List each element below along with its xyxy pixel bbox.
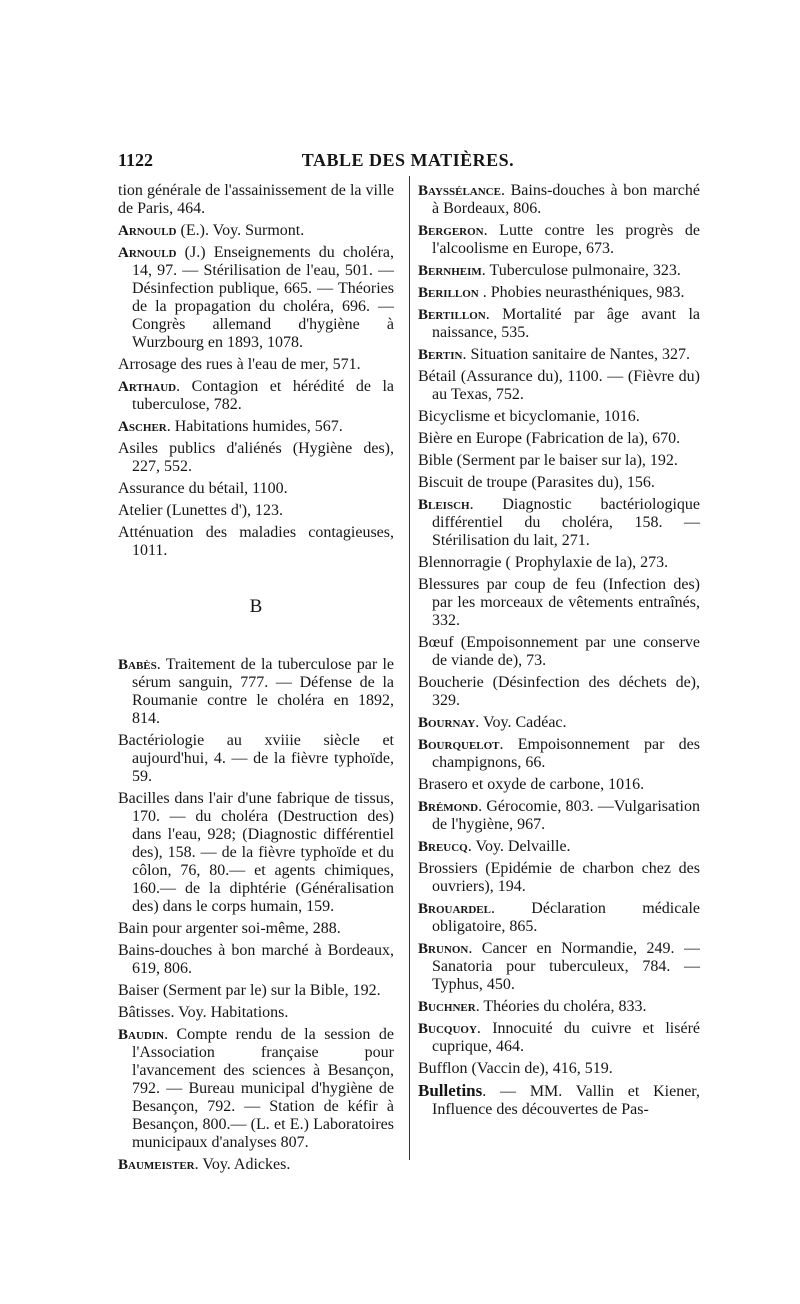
index-entry [118, 732, 394, 786]
entry-author: Arnould [118, 223, 177, 239]
entry-author: Brunon [418, 941, 469, 957]
entry-text: Baiser (Serment par le) sur la Bible, 192. [118, 982, 381, 999]
index-entry [118, 1004, 394, 1022]
index-entry [418, 182, 700, 218]
entry-heading: Bulletins [418, 1081, 483, 1100]
index-entry [118, 1026, 394, 1152]
index-entry [418, 736, 700, 772]
page-number: 1122 [118, 150, 154, 170]
entry-text: Assurance du bétail, 1100. [118, 480, 288, 497]
entry-text: . Mortalité par âge avant la naissance, 535. [432, 306, 700, 341]
entry-text: . Diagnostic bactériologique différentiel du choléra, 158. — Stérilisation du lait, 271. [432, 496, 700, 549]
entry-text: . Compte rendu de la session de l'Association française pour l'avancement des sciences à Besançon, 792. — Bureau municipal d'hygiène de Besançon, 792. — Station de kéfir à Besançon, 800.— (L. et E.) Laboratoires municipaux d'analyses 807. [132, 1026, 394, 1151]
index-entry [418, 838, 700, 856]
entry-author: Bayssélance [418, 183, 501, 199]
index-entry [418, 284, 700, 302]
index-entry [118, 222, 394, 240]
entry-text: Bière en Europe (Fabrication de la), 670. [418, 430, 681, 447]
entry-author: Arthaud [118, 379, 177, 395]
index-entry [418, 368, 700, 404]
index-entry [118, 480, 394, 498]
entry-text: Brossiers (Epidémie de charbon chez des ouvriers), 194. [418, 860, 700, 895]
entry-text: Bétail (Assurance du), 1100. — (Fièvre du) au Texas, 752. [418, 368, 700, 403]
entry-text: (J.) Enseignements du choléra, 14, 97. — Stérilisation de l'eau, 501. — Désinfection publique, 665. — Théories de la propagation du choléra, 696. — Congrès allemand d'hygiène à Wurzbourg en 1893, 1078. [132, 244, 394, 351]
entry-text: . Bains-douches à bon marché à Bordeaux, 806. [432, 182, 700, 217]
entry-author: Breucq [418, 839, 468, 855]
entry-text: . Cancer en Normandie, 249. — Sanatoria pour tuberculeux, 784. — Typhus, 450. [432, 940, 700, 993]
entry-author: Baudin [118, 1027, 165, 1043]
entry-text: tion générale de l'assainissement de la ville de Paris, 464. [118, 182, 394, 217]
index-entry [418, 1020, 700, 1056]
index-entry [118, 182, 394, 218]
left-entries-list [118, 182, 394, 560]
entry-text: Bains-douches à bon marché à Bordeaux, 619, 806. [118, 942, 394, 977]
index-entry [118, 356, 394, 374]
entry-text: Blennorragie ( Prophylaxie de la), 273. [418, 554, 669, 571]
entry-text: Bible (Serment par le baiser sur la), 192. [418, 452, 678, 469]
left-entries-b-list [118, 656, 394, 1174]
index-entry [118, 982, 394, 1000]
entry-text: . Innocuité du cuivre et liséré cuprique, 464. [432, 1020, 700, 1055]
entry-author: Ascher [118, 419, 167, 435]
index-entry [418, 634, 700, 670]
entry-author: Bleisch [418, 497, 470, 513]
entry-text: . Habitations humides, 567. [166, 418, 343, 435]
index-entry [418, 496, 700, 550]
index-entry [418, 674, 700, 710]
entry-text: . Voy. Adickes. [194, 1156, 291, 1173]
index-entry [418, 222, 700, 258]
entry-text: . Déclaration médicale obligatoire, 865. [432, 900, 700, 935]
entry-text: Boucherie (Désinfection des déchets de), 329. [418, 674, 700, 709]
entry-author: Bernheim [418, 263, 482, 279]
index-entry [118, 378, 394, 414]
entry-text: . Phobies neurasthéniques, 983. [478, 284, 685, 301]
index-entry [418, 940, 700, 994]
index-entry [118, 524, 394, 560]
page-header [118, 150, 698, 174]
index-entry [418, 554, 700, 572]
entry-text: . Traitement de la tuberculose par le sérum sanguin, 777. — Défense de la Roumanie contre le choléra en 1892, 814. [132, 656, 394, 727]
entry-author: Bourquelot [418, 737, 500, 753]
index-entry [118, 418, 394, 436]
left-column [118, 182, 394, 1178]
index-entry [418, 430, 700, 448]
index-entry [118, 440, 394, 476]
entry-author: Bertin [418, 347, 463, 363]
index-entry [418, 860, 700, 896]
entry-author: Baumeister [118, 1157, 195, 1173]
index-entry [418, 998, 700, 1016]
entry-text: Arrosage des rues à l'eau de mer, 571. [118, 356, 361, 373]
index-entry [118, 1156, 394, 1174]
entry-text: Blessures par coup de feu (Infection des) par les morceaux de vêtements entraînés, 332. [418, 576, 700, 629]
index-entry [418, 346, 700, 364]
entry-text: Bicyclisme et bicyclomanie, 1016. [418, 408, 640, 425]
entry-author: Brémond [418, 799, 479, 815]
index-entry [418, 1082, 700, 1119]
running-title: TABLE DES MATIÈRES. [301, 150, 515, 170]
index-entry [118, 244, 394, 352]
index-entry [418, 1060, 700, 1078]
entry-text: . Théories du choléra, 833. [475, 998, 647, 1015]
index-entry [418, 576, 700, 630]
entry-text: Bâtisses. Voy. Habitations. [118, 1004, 289, 1021]
right-entries-list [418, 182, 700, 1119]
entry-author: Bournay [418, 715, 476, 731]
entry-text: Bufflon (Vaccin de), 416, 519. [418, 1060, 613, 1077]
entry-author: Buchner [418, 999, 476, 1015]
entry-text: Bactériologie au xviiie siècle et aujourd'hui, 4. — de la fièvre typhoïde, 59. [118, 732, 394, 785]
index-entry [418, 776, 700, 794]
entry-author: Babès [118, 657, 157, 673]
entry-author: Bergeron [418, 223, 484, 239]
entry-text: . Voy. Delvaille. [467, 838, 571, 855]
index-entry [418, 798, 700, 834]
right-column [418, 182, 700, 1123]
entry-text: (E.). Voy. Surmont. [176, 222, 305, 239]
index-entry [118, 502, 394, 520]
index-entry [418, 900, 700, 936]
entry-text: . Gérocomie, 803. —Vulgarisation de l'hygiène, 967. [432, 798, 700, 833]
index-entry [118, 656, 394, 728]
index-entry [418, 452, 700, 470]
entry-author: Brouardel [418, 901, 491, 917]
index-entry [418, 714, 700, 732]
entry-text: . Contagion et hérédité de la tuberculose, 782. [132, 378, 394, 413]
entry-text: Bœuf (Empoisonnement par une conserve de viande de), 73. [418, 634, 700, 669]
entry-text: . Voy. Cadéac. [475, 714, 567, 731]
entry-author: Bucquoy [418, 1021, 477, 1037]
entry-text: . — MM. Vallin et Kiener, Influence des découvertes de Pas- [432, 1083, 700, 1118]
entry-text: Atténuation des maladies contagieuses, 1011. [118, 524, 394, 559]
entry-text: . Tuberculose pulmonaire, 323. [481, 262, 681, 279]
index-entry [118, 942, 394, 978]
entry-text: Asiles publics d'aliénés (Hygiène des), 227, 552. [118, 440, 394, 475]
index-entry [418, 262, 700, 280]
entry-text: Brasero et oxyde de carbone, 1016. [418, 776, 645, 793]
entry-text: Atelier (Lunettes d'), 123. [118, 502, 284, 519]
index-entry [418, 474, 700, 492]
entry-text: . Lutte contre les progrès de l'alcoolisme en Europe, 673. [432, 222, 700, 257]
column-divider [409, 176, 410, 1160]
entry-text: Bacilles dans l'air d'une fabrique de tissus, 170. — du choléra (Destruction des) dans l'eau, 928; (Diagnostic différentiel des), 158. — de la fièvre typhoïde et du côlon, 76, 80.— et agents chimiques, 160.— de la diphtérie (Généralisation des) dans le corps humain, 159. [118, 790, 394, 915]
entry-author: Berillon [418, 285, 479, 301]
index-entry [118, 790, 394, 916]
index-entry [418, 306, 700, 342]
entry-text: . Empoisonnement par des champignons, 66. [432, 736, 700, 771]
entry-text: . Situation sanitaire de Nantes, 327. [462, 346, 690, 363]
entry-text: Biscuit de troupe (Parasites du), 156. [418, 474, 655, 491]
index-entry [118, 920, 394, 938]
index-entry [418, 408, 700, 426]
entry-author: Bertillon [418, 307, 486, 323]
entry-text: Bain pour argenter soi-même, 288. [118, 920, 341, 937]
entry-author: Arnould [118, 245, 177, 261]
section-letter: B [249, 596, 263, 617]
